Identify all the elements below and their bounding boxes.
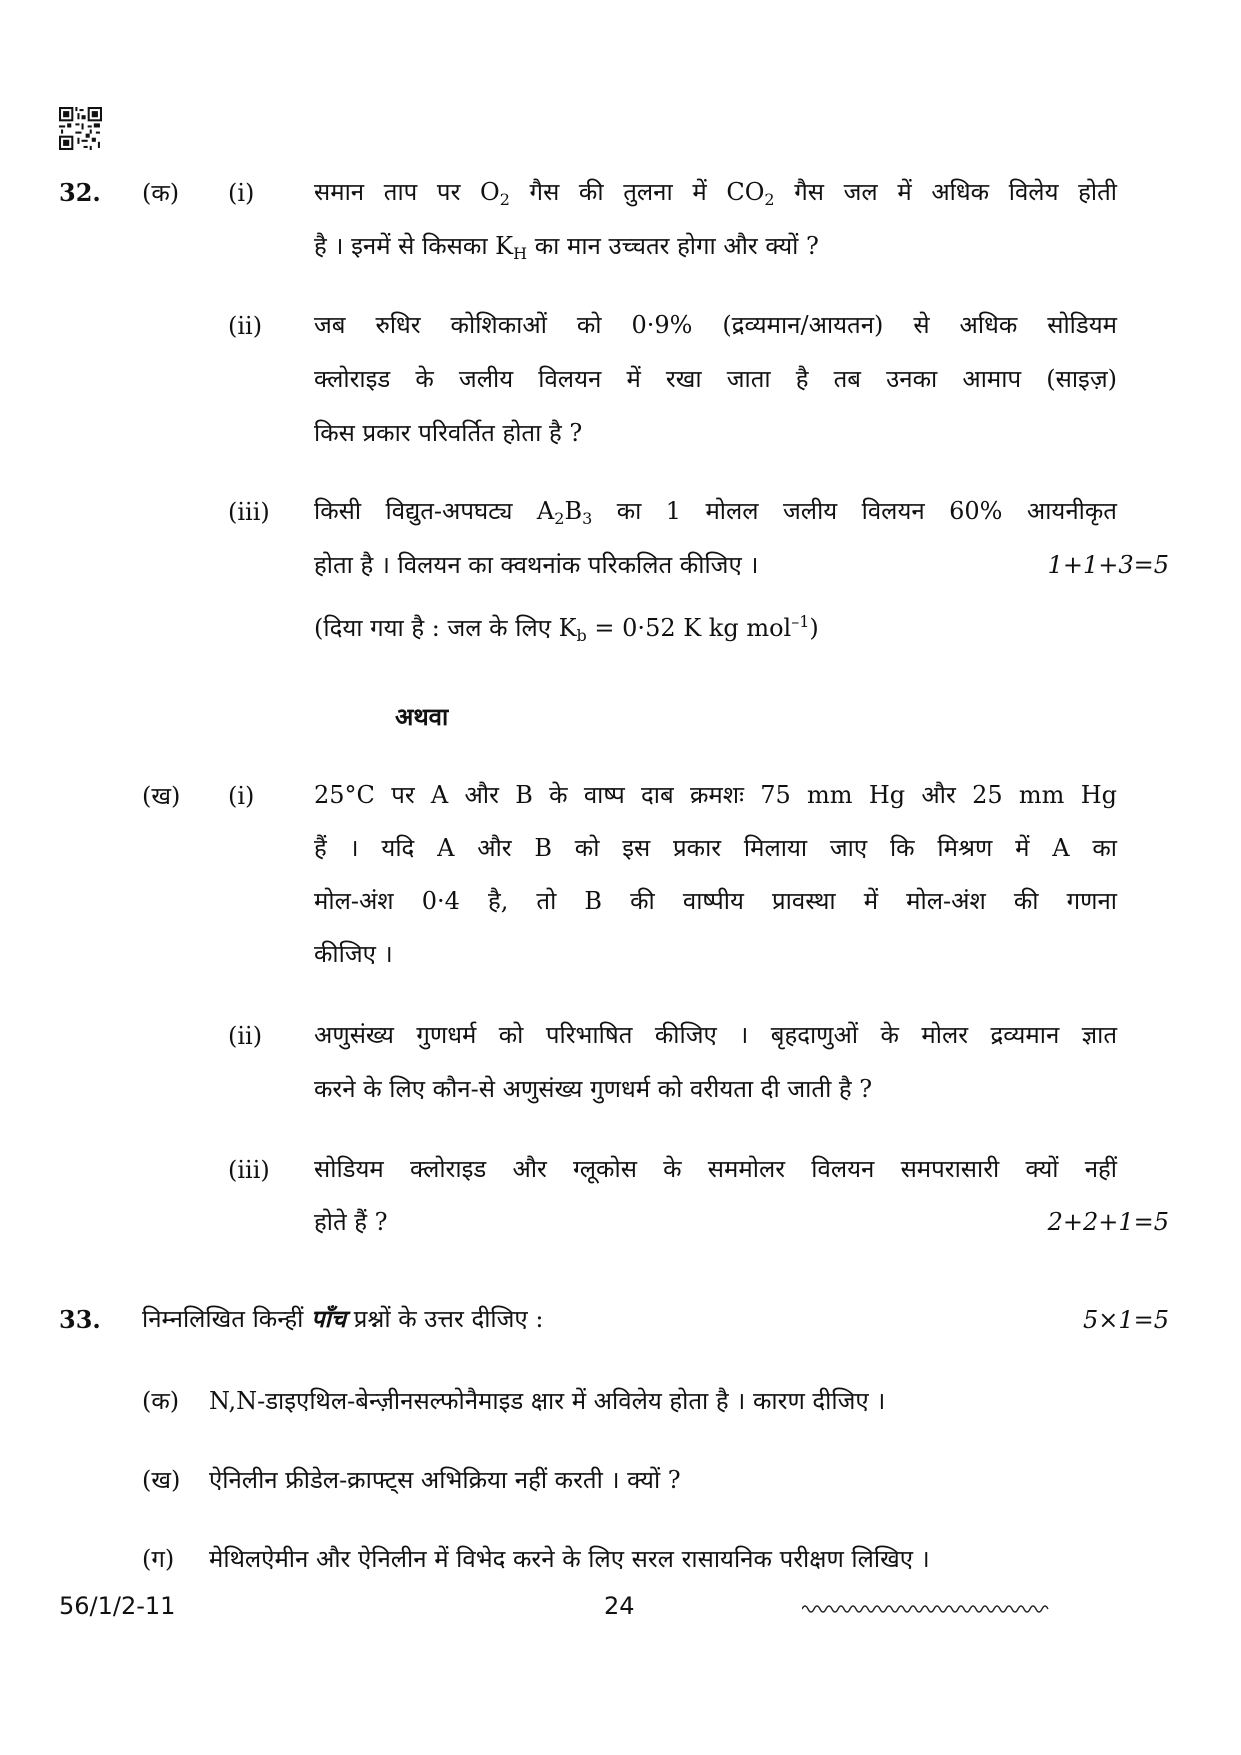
marks-allocation: 2+2+1=5 <box>1047 1208 1169 1236</box>
q32a-iii-line1: किसी विद्युत-अपघट्य $A_2B_3$ का 1 मोलल जलीय विलयन 60% आयनीकृत <box>314 497 1117 528</box>
q33-intro: निम्नलिखित किन्हीं पाँच प्रश्नों के उत्तर दीजिए : <box>142 1304 544 1333</box>
part-b-label: (ख) <box>142 782 181 810</box>
q32b-ii-line2: करने के लिए कौन-से अणुसंख्य गुणधर्म को वरीयता दी जाती है ? <box>314 1075 873 1103</box>
q32b-i-line4: कीजिए । <box>314 940 393 968</box>
page-number: 24 <box>604 1592 635 1620</box>
wavy-line-icon <box>802 1602 1052 1616</box>
paper-code: 56/1/2-11 <box>59 1592 176 1620</box>
subpart-label: (iii) <box>228 1156 270 1184</box>
q32a-iii-line2: होता है । विलयन का क्वथनांक परिकलित कीजिए । <box>314 551 759 579</box>
item-label: (क) <box>142 1387 180 1415</box>
q32a-i-line1: समान ताप पर $O_2$ गैस की तुलना में $CO_2$ गैस जल में अधिक विलेय होती <box>314 178 1117 209</box>
q32b-i-line3: मोल-अंश 0·4 है, तो B की वाष्पीय प्रावस्था में मोल-अंश की गणना <box>314 887 1117 915</box>
q32b-ii-line1: अणुसंख्य गुणधर्म को परिभाषित कीजिए । बृहदाणुओं के मोलर द्रव्यमान ज्ञात <box>314 1021 1117 1049</box>
q33-item: मेथिलऐमीन और ऐनिलीन में विभेद करने के लिए सरल रासायनिक परीक्षण लिखिए । <box>209 1545 930 1573</box>
q32b-iii-line1: सोडियम क्लोराइड और ग्लूकोस के सममोलर विलयन समपरासारी क्यों नहीं <box>314 1155 1117 1183</box>
q32a-i-line2: है । इनमें से किसका $K_H$ का मान उच्चतर होगा और क्यों ? <box>314 232 819 263</box>
subpart-label: (i) <box>228 179 255 207</box>
q32b-iii-line2: होते हैं ? <box>314 1208 388 1236</box>
q33-item: ऐनिलीन फ्रीडेल-क्राफ्ट्स अभिक्रिया नहीं करती । क्यों ? <box>209 1466 681 1494</box>
question-number: 32. <box>59 178 101 207</box>
or-divider: अथवा <box>395 702 449 731</box>
q32b-i-line1: 25°C पर A और B के वाष्प दाब क्रमशः 75 mm Hg और 25 mm Hg <box>314 781 1117 809</box>
question-number: 33. <box>59 1305 101 1334</box>
item-label: (ख) <box>142 1466 181 1494</box>
qr-code-icon <box>59 107 102 150</box>
subpart-label: (ii) <box>228 1022 263 1050</box>
subpart-label: (ii) <box>228 312 263 340</box>
part-a-label: (क) <box>142 179 180 207</box>
marks-allocation: 5×1=5 <box>1082 1306 1169 1334</box>
q32b-i-line2: हैं । यदि A और B को इस प्रकार मिलाया जाए कि मिश्रण में A का <box>314 834 1117 862</box>
q32a-ii-line2: क्लोराइड के जलीय विलयन में रखा जाता है तब उनका आमाप (साइज़) <box>314 365 1117 393</box>
q32a-ii-line3: किस प्रकार परिवर्तित होता है ? <box>314 419 583 447</box>
subpart-label: (i) <box>228 782 255 810</box>
item-label: (ग) <box>142 1545 175 1573</box>
q33-item: N,N-डाइएथिल-बेन्ज़ीनसल्फोनैमाइड क्षार में अविलेय होता है । कारण दीजिए । <box>209 1387 886 1415</box>
marks-allocation: 1+1+3=5 <box>1047 551 1169 579</box>
given-data: (दिया गया है : जल के लिए $K_b = 0\cdot 52$ K kg mol$^{-1}$) <box>314 612 819 645</box>
q32a-ii-line1: जब रुधिर कोशिकाओं को 0·9% (द्रव्यमान/आयतन) से अधिक सोडियम <box>314 311 1117 339</box>
subpart-label: (iii) <box>228 498 270 526</box>
